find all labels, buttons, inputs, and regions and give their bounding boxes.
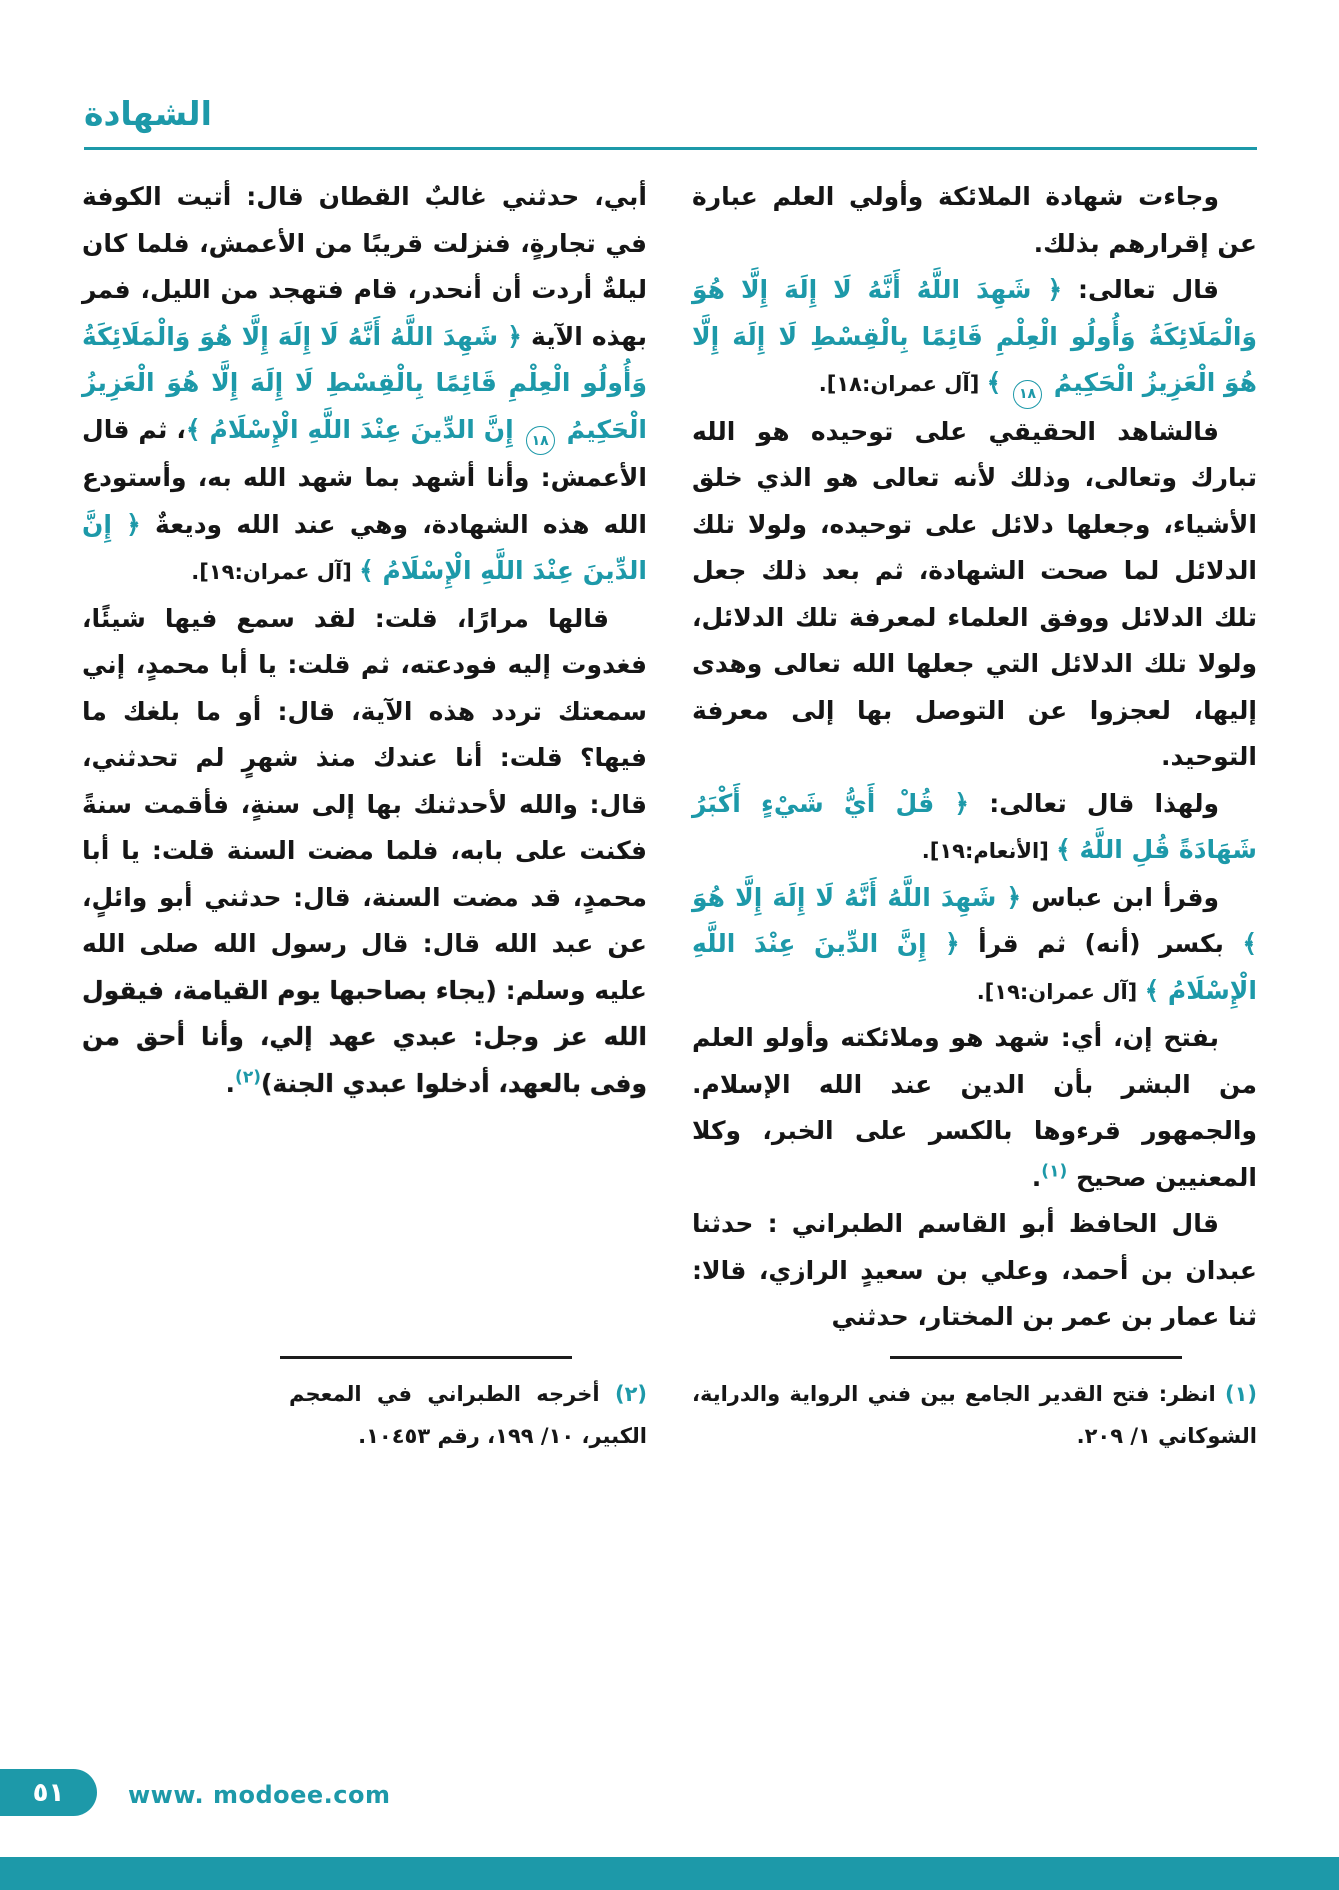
column-left bbox=[82, 174, 647, 1341]
body-text: . bbox=[225, 1068, 236, 1098]
footnote-separator-line bbox=[890, 1356, 1182, 1359]
quran-verse: ﴿ شَهِدَ اللَّهُ أَنَّهُ لَا إِلَهَ إِلَّا هُوَ ﴾ bbox=[692, 882, 1257, 958]
paragraph bbox=[82, 174, 647, 596]
quran-verse: ﴿ شَهِدَ اللَّهُ أَنَّهُ لَا إِلَهَ إِلَّا هُوَ وَالْمَلَائِكَةُ وَأُولُو الْعِلْمِ قَائِمًا بِالْقِسْطِ لَا إِلَهَ إِلَّا هُوَ الْعَزِيزُ الْحَكِيمُ bbox=[82, 321, 647, 444]
paragraph bbox=[289, 1373, 647, 1457]
footnotes-section bbox=[82, 1356, 1257, 1457]
paragraph bbox=[692, 875, 1257, 1016]
paragraph bbox=[692, 1015, 1257, 1201]
paragraph bbox=[692, 409, 1257, 781]
quran-verse: ﴿ شَهِدَ اللَّهُ أَنَّهُ لَا إِلَهَ إِلَّا هُوَ وَالْمَلَائِكَةُ وَأُولُو الْعِلْمِ قَائِمًا بِالْقِسْطِ لَا إِلَهَ إِلَّا هُوَ الْعَزِيزُ الْحَكِيمُ bbox=[692, 275, 1257, 397]
body-text: بكسر (أنه) ثم قرأ bbox=[959, 929, 1243, 958]
body-text: أبي، حدثني غالبٌ القطان قال: أتيت الكوفة في تجارةٍ، فنزلت قريبًا من الأعمش، فلما كان ليلةٌ أردت أن أنحدر، قام فتهجد من الليل، فمر بهذه الآية bbox=[82, 182, 648, 351]
footnote-ref-marker: (١) bbox=[1041, 1161, 1068, 1182]
paragraph bbox=[692, 174, 1257, 267]
footnote-ref-marker: (٢) bbox=[235, 1067, 261, 1088]
verse-reference: [آل عمران:١٩]. bbox=[191, 560, 360, 584]
body-text: ، ثم قال الأعمش: وأنا أشهد بما شهد الله به، وأستودع الله هذه الشهادة، وهي عند الله وديعةٌ bbox=[82, 414, 647, 539]
page-number: ٥١ bbox=[32, 1777, 65, 1808]
body-text: قالها مرارًا، قلت: لقد سمع فيها شيئًا، فغدوت إليه فودعته، ثم قلت: يا أبا محمدٍ، إني سمعتك تردد هذه الآية، قال: أو ما بلغك ما فيها؟ قلت: أنا عندك منذ شهرٍ لم تحدثني، قال: والله لأحدثنك بها إلى سنةٍ، فأقمت سنةً فكنت على بابه، فلما مضت السنة قلت: يا أبا محمدٍ، قد مضت السنة، قال: حدثني أبو وائلٍ، عن عبد الله قال: قال رسول الله صلى الله عليه وسلم: bbox=[82, 603, 647, 1005]
body-text: قال الحافظ أبو القاسم الطبراني : حدثنا عبدان بن أحمد، وعلي بن سعيدٍ الرازي، قالا: ثنا عمار بن عمر بن المختار، حدثني bbox=[692, 1209, 1257, 1331]
body-text: أخرجه الطبراني في المعجم الكبير، ١٠/ ١٩٩، رقم ١٠٤٥٣. bbox=[289, 1381, 647, 1448]
bottom-accent-bar bbox=[0, 1857, 1339, 1890]
paragraph bbox=[82, 596, 647, 1108]
chapter-title: الشهادة bbox=[84, 94, 212, 133]
body-text: . bbox=[1031, 1162, 1042, 1192]
website-text: www. modoee.com bbox=[128, 1781, 391, 1809]
body-text: وجاءت شهادة الملائكة وأولي العلم عبارة عن إقرارهم بذلك. bbox=[692, 182, 1257, 258]
paragraph bbox=[692, 1201, 1257, 1341]
verse-reference: [آل عمران:١٨]. bbox=[818, 372, 987, 396]
verse-reference: [آل عمران:١٩]. bbox=[976, 979, 1145, 1004]
paragraph bbox=[692, 267, 1257, 409]
quran-verse: ﴿ إِنَّ الدِّينَ عِنْدَ اللَّهِ الْإِسْلَامُ ﴾ bbox=[82, 509, 647, 585]
column-right bbox=[692, 174, 1257, 1341]
quran-verse: ﴿ قُلْ أَيُّ شَيْءٍ أَكْبَرُ شَهَادَةً قُلِ اللَّهُ ﴾ bbox=[692, 788, 1257, 864]
footnote-separator-line bbox=[280, 1356, 572, 1359]
body-text: انظر: فتح القدير الجامع بين فني الرواية والدراية، الشوكاني ١/ ٢٠٩. bbox=[692, 1381, 1257, 1448]
text-columns bbox=[82, 174, 1257, 1341]
footnote-column-left bbox=[82, 1356, 647, 1457]
body-text: بفتح إن، أي: شهد هو وملائكته وأولو العلم من البشر بأن الدين عند الله الإسلام. والجمهور قرءوها بالكسر على الخبر، وكلا المعنيين صحيح bbox=[692, 1023, 1257, 1192]
body-text: ولهذا قال تعالى: bbox=[969, 788, 1219, 818]
body-text: فالشاهد الحقيقي على توحيده هو الله تبارك وتعالى، وذلك لأنه تعالى هو الذي خلق الأشياء، وجعلها دلائل على توحيده، ولولا تلك الدلائل لما صحت الشهادة، ثم بعد ذلك جعل تلك الدلائل ووفق العلماء لمعرفة تلك الدلائل، ولولا تلك الدلائل التي جعلها الله تعالى وهدى إليها، لعجزوا عن التوصل بها إلى معرفة التوحيد. bbox=[692, 416, 1257, 771]
verse-reference: [الأنعام:١٩]. bbox=[921, 839, 1057, 863]
quran-verse: إِنَّ الدِّينَ عِنْدَ اللَّهِ الْإِسْلَامُ ﴾ bbox=[185, 414, 523, 444]
footnote-1 bbox=[692, 1373, 1257, 1457]
paragraph bbox=[692, 781, 1257, 875]
paragraph bbox=[692, 1373, 1257, 1457]
footnote-column-right bbox=[692, 1356, 1257, 1457]
ayah-number-badge: ١٨ bbox=[526, 426, 555, 455]
header-divider-line bbox=[84, 147, 1257, 150]
footnote-2 bbox=[289, 1373, 647, 1457]
ayah-number-badge: ١٨ bbox=[1013, 380, 1042, 409]
body-text: وقرأ ابن عباس bbox=[1021, 882, 1219, 912]
page-number-badge bbox=[0, 1769, 97, 1816]
body-text: قال تعالى: bbox=[1062, 275, 1219, 304]
quran-verse: ﴾ bbox=[986, 368, 1010, 397]
footnote-number: (١) bbox=[1215, 1381, 1257, 1406]
footnote-number: (٢) bbox=[599, 1381, 647, 1406]
hadith-text: (يجاء بصاحبها يوم القيامة، فيقول الله عز وجل: عبدي عهد إلي، وأنا أحق من وفى بالعهد، أدخلوا عبدي الجنة) bbox=[82, 975, 647, 1098]
quran-verse: ﴿ إِنَّ الدِّينَ عِنْدَ اللَّهِ الْإِسْلَامُ ﴾ bbox=[692, 929, 1257, 1005]
